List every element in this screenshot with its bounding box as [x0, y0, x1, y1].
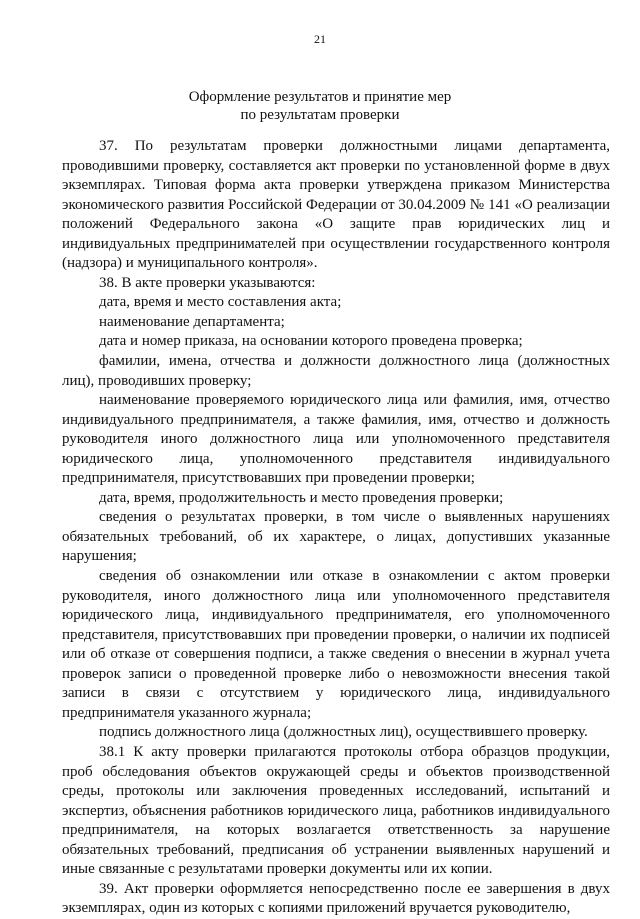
list-item: дата, время и место составления акта; [99, 294, 342, 311]
page-number: 21 [314, 32, 326, 46]
section-title [0, 88, 640, 124]
list-item: сведения о результатах проверки, в том числе о выявленных нарушениях обязательных требований, об их характере, о лицах, допустивших указанные нарушения; [62, 509, 610, 565]
paragraph-39: 39. Акт проверки оформляется непосредственно после ее завершения в двух экземплярах, один из которых с копиями приложений вручается руководителю, [62, 880, 610, 917]
list-item: дата, время, продолжительность и место проведения проверки; [99, 489, 504, 506]
paragraph-37: 37. По результатам проверки должностными лицами департамента, проводившими проверку, составляется акт проверки по установленной форме в двух экземплярах. Типовая форма акта проверки утверждена приказом Министерства экономического развития Российской Федерации от 30.04.2009 № 141 «О реализации положений Федерального закона «О защите прав юридических лиц и индивидуальных предпринимателей при осуществлении государственного контроля (надзора) и муниципального контроля». [62, 138, 610, 272]
list-item: наименование проверяемого юридического лица или фамилия, имя, отчество индивидуального предпринимателя, а также фамилия, имя, отчество и должность руководителя иного должностного лица или уполномоченного представителя юридического лица, уполномоченного представителя индивидуального предпринимателя, присутствовавших при проведении проверки; [62, 392, 610, 487]
paragraph-38-1: 38.1 К акту проверки прилагаются протоколы отбора образцов продукции, проб обследования объектов окружающей среды и объектов производственной среды, протоколы или заключения проведенных исследований, испытаний и экспертиз, объяснения работников юридического лица, работников индивидуального предпринимателя, на которых возлагается ответственность за нарушение обязательных требований, предписания об устранении выявленных нарушений и иные связанные с результатами проверки документы или их копии. [62, 743, 610, 878]
section-title-line-2: по результатам проверки [240, 107, 400, 123]
list-item: подпись должностного лица (должностных лиц), осуществившего проверку. [99, 724, 588, 741]
list-item: дата и номер приказа, на основании которого проведена проверка; [99, 333, 523, 350]
paragraph-38-heading: 38. В акте проверки указываются: [99, 274, 316, 291]
section-title-line-1: Оформление результатов и принятие мер [188, 89, 452, 105]
list-item: наименование департамента; [99, 313, 285, 330]
document-body [62, 137, 610, 919]
list-item: сведения об ознакомлении или отказе в ознакомлении с актом проверки руководителя, иного должностного лица или уполномоченного представителя юридического лица, индивидуального предпринимателя, его уполномоченного представителя, присутствовавших при проведении проверки, о наличии их подписей или об отказе от совершения подписи, а также сведения о внесении в журнал учета проверок записи о проведенной проверке либо о невозможности внесения такой записи в связи с отсутствием у юридического лица, индивидуального предпринимателя указанного журнала; [62, 568, 610, 721]
list-item: фамилии, имена, отчества и должности должностного лица (должностных лиц), проводивших проверку; [62, 353, 610, 389]
